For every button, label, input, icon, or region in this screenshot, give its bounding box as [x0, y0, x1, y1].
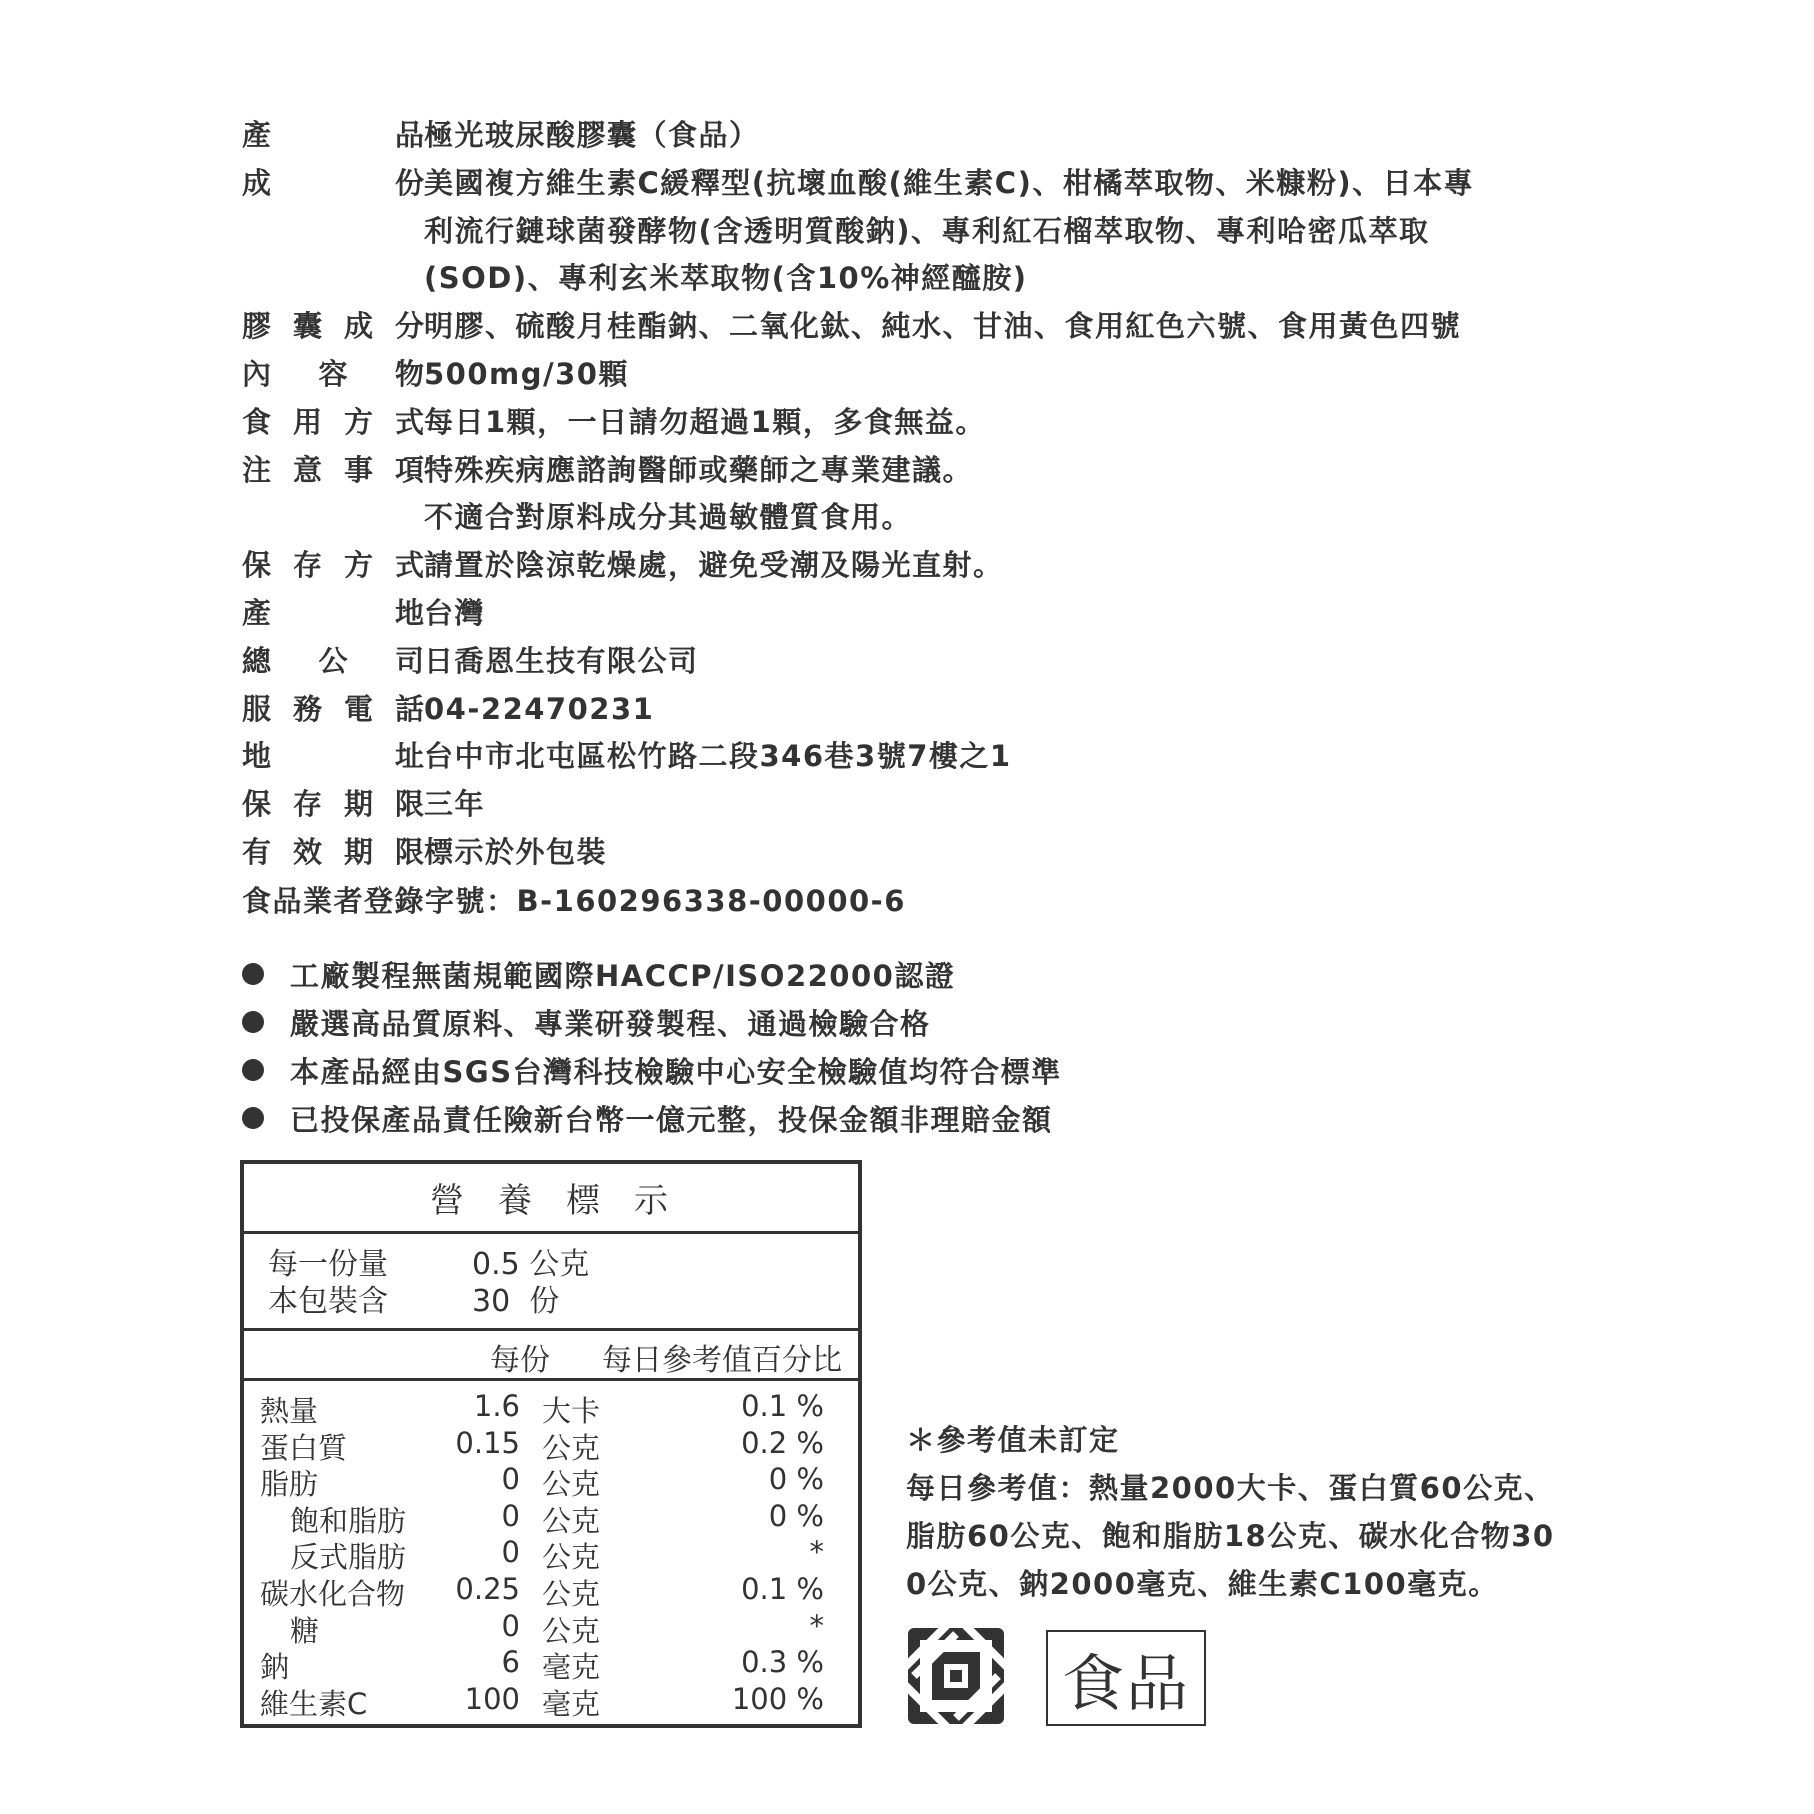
info-row-key-char: 意 [292, 452, 322, 487]
reference-note-block [906, 1416, 1606, 1608]
info-row-key [242, 590, 424, 638]
nutrition-row [244, 1462, 858, 1502]
nutrition-row [244, 1572, 858, 1609]
info-row-key-char: 事 [343, 452, 373, 487]
nutrient-unit: 公克 [542, 1467, 601, 1502]
info-row-value: 每日1顆，一日請勿超過1顆，多食無益。 [424, 404, 986, 439]
food-mark: 食品 [1046, 1630, 1206, 1726]
nutrient-name: 維生素C [260, 1686, 368, 1721]
daily-percent-header: 每日參考值百分比 [602, 1343, 842, 1378]
nutrient-unit: 公克 [542, 1576, 601, 1611]
nutrient-amount: 0 [501, 1608, 520, 1643]
nutrient-unit: 毫克 [542, 1686, 601, 1721]
info-row-key-char: 公 [318, 643, 348, 678]
info-row-key-char: 期 [343, 834, 373, 869]
info-row-key-char: 分 [394, 309, 424, 344]
info-row-key-char: 產 [242, 595, 272, 630]
feature-bullets [242, 950, 1062, 1142]
nutrient-name: 熱量 [260, 1394, 319, 1428]
info-row-key-char: 內 [242, 356, 272, 391]
info-row-key-char: 電 [343, 691, 373, 726]
feature-bullet-text: 工廠製程無菌規範國際HACCP/ISO22000認證 [290, 958, 956, 993]
info-row-key-char: 成 [343, 309, 373, 344]
nutrient-amount: 0.25 [455, 1571, 520, 1606]
serving-size-value: 0.5 公克 [472, 1247, 590, 1282]
info-row-key-char: 方 [343, 548, 373, 583]
info-row [242, 781, 1622, 829]
info-row-value: 三年 [424, 787, 486, 822]
nutrient-daily-percent: 0.3 % [741, 1645, 824, 1680]
info-row [242, 399, 1622, 447]
feature-bullet-text: 本產品經由SGS台灣科技檢驗中心安全檢驗值均符合標準 [290, 1054, 1062, 1089]
info-row [242, 638, 1622, 686]
reference-description: 每日參考值：熱量2000大卡、蛋白質60公克、 脂肪60公克、飽和脂肪18公克、碳水化合物30 0公克、鈉2000毫克、維生素C100毫克。 [906, 1471, 1555, 1601]
nutrient-unit: 公克 [542, 1503, 601, 1538]
nutrient-unit: 毫克 [542, 1650, 601, 1685]
feature-bullet [242, 998, 1062, 1046]
servings-value: 30 份 [472, 1284, 560, 1319]
info-row-value: 500mg/30顆 [424, 356, 629, 391]
info-row [242, 303, 1622, 351]
feature-bullet [242, 1094, 1062, 1142]
nutrient-name: 碳水化合物 [260, 1576, 406, 1611]
info-row-value: 標示於外包裝 [424, 834, 608, 869]
info-row-key [242, 447, 424, 495]
info-row-key-char: 限 [394, 834, 424, 869]
nutrition-row [244, 1645, 858, 1685]
nutrient-daily-percent: 0 % [768, 1498, 824, 1533]
info-row-key-char: 注 [242, 452, 272, 487]
nutrient-daily-percent: * [809, 1608, 824, 1643]
info-row-key-char: 保 [242, 787, 272, 822]
nutrition-title: 營養標示 [244, 1164, 858, 1234]
info-row-key-char: 產 [242, 118, 272, 152]
info-row-key-char: 有 [242, 834, 272, 869]
info-row-value: 特殊疾病應諮詢醫師或藥師之專業建議。 不適合對原料成分其過敏體質食用。 [424, 452, 974, 535]
info-row-key [242, 638, 424, 686]
info-row [242, 829, 1622, 877]
info-row [242, 733, 1622, 781]
info-row-key [242, 542, 424, 590]
nutrient-amount: 100 [464, 1681, 520, 1716]
nutrition-row [244, 1609, 858, 1646]
info-row-value: 請置於陰涼乾燥處，避免受潮及陽光直射。 [424, 548, 1004, 583]
servings-label: 本包裝含 [268, 1284, 388, 1319]
nutrient-unit: 大卡 [542, 1394, 601, 1428]
recycle-icon [904, 1624, 1008, 1728]
per-serving-header: 每份 [490, 1343, 550, 1378]
info-row [242, 590, 1622, 638]
feature-bullet-text: 已投保產品責任險新台幣一億元整，投保金額非理賠金額 [290, 1102, 1053, 1137]
bullet-dot-icon [242, 1011, 264, 1033]
registration-number: 食品業者登錄字號：B-160296338-00000-6 [242, 884, 906, 918]
info-row-key-char: 務 [292, 691, 322, 726]
info-row-value: 明膠、硫酸月桂酯鈉、二氧化鈦、純水、甘油、食用紅色六號、食用黃色四號 [424, 309, 1462, 344]
info-row-key-char: 物 [394, 356, 424, 391]
nutrient-name: 脂肪 [260, 1467, 319, 1502]
nutrient-amount: 0 [501, 1498, 520, 1533]
info-row-key-char: 話 [394, 691, 424, 726]
info-row-key [242, 733, 424, 781]
bullet-dot-icon [242, 1059, 264, 1081]
info-row [242, 160, 1622, 303]
info-row-key-char: 方 [343, 404, 373, 439]
info-row-value: 極光玻尿酸膠囊（食品） [424, 118, 760, 152]
info-row-key-char: 存 [292, 787, 322, 822]
feature-bullet-text: 嚴選高品質原料、專業研發製程、通過檢驗合格 [290, 1006, 931, 1041]
serving-size-label: 每一份量 [268, 1247, 388, 1282]
info-row-key-char: 式 [394, 404, 424, 439]
nutrient-daily-percent: 0.2 % [741, 1425, 824, 1460]
info-row-value: 日喬恩生技有限公司 [424, 643, 699, 678]
info-row-value: 台灣 [424, 595, 486, 630]
feature-bullet [242, 1046, 1062, 1094]
nutrient-name: 糖 [290, 1613, 320, 1648]
nutrient-daily-percent: 0.1 % [741, 1389, 824, 1423]
nutrition-column-header [244, 1331, 858, 1381]
info-row-key [242, 303, 424, 351]
info-row-key-char: 地 [242, 739, 272, 774]
info-row-key-char: 存 [292, 548, 322, 583]
nutrient-unit: 公克 [542, 1613, 601, 1648]
info-row-key [242, 399, 424, 447]
info-row [242, 112, 1622, 160]
nutrition-row [244, 1535, 858, 1575]
info-row-key-char: 容 [318, 356, 348, 391]
info-row-key-char: 份 [394, 165, 424, 200]
serving-info [244, 1234, 858, 1331]
info-row-key-char: 用 [292, 404, 322, 439]
nutrient-unit: 公克 [542, 1430, 601, 1465]
info-row [242, 542, 1622, 590]
nutrient-name: 蛋白質 [260, 1430, 348, 1465]
nutrient-daily-percent: * [809, 1535, 824, 1570]
info-row-key-char: 膠 [242, 309, 272, 344]
info-row [242, 686, 1622, 734]
nutrient-amount: 1.6 [473, 1389, 520, 1423]
nutrient-amount: 0.15 [455, 1425, 520, 1460]
info-row-key-char: 式 [394, 548, 424, 583]
info-row-key-char: 效 [292, 834, 322, 869]
bullet-dot-icon [242, 1107, 264, 1129]
nutrient-amount: 0 [501, 1462, 520, 1497]
info-row-key-char: 服 [242, 691, 272, 726]
nutrient-amount: 0 [501, 1535, 520, 1570]
info-row-key-char: 地 [394, 595, 424, 630]
info-row-key-char: 食 [242, 404, 272, 439]
bullet-dot-icon [242, 963, 264, 985]
info-row-key-char: 品 [394, 118, 424, 152]
info-row-value: 美國複方維生素C緩釋型(抗壞血酸(維生素C)、柑橘萃取物、米糠粉)、日本專 利流行鏈球菌發酵物(含透明質酸鈉)、專利紅石榴萃取物、專利哈密瓜萃取 (SOD)、專利玄米萃取物(含10%神經醯胺) [424, 165, 1475, 296]
nutrient-daily-percent: 100 % [731, 1681, 824, 1716]
nutrient-unit: 公克 [542, 1540, 601, 1575]
info-row-key [242, 351, 424, 399]
nutrient-amount: 6 [501, 1645, 520, 1680]
nutrient-name: 反式脂肪 [290, 1540, 407, 1575]
feature-bullet [242, 950, 1062, 998]
info-row-key [242, 112, 424, 160]
nutrient-daily-percent: 0.1 % [741, 1571, 824, 1606]
nutrition-row [244, 1426, 858, 1463]
info-row-key-char: 成 [242, 165, 272, 200]
nutrition-row [244, 1682, 858, 1719]
info-row-key-char: 址 [394, 739, 424, 774]
info-row-key [242, 781, 424, 829]
info-row-key-char: 期 [343, 787, 373, 822]
nutrition-rows [244, 1381, 858, 1721]
reference-note: ＊參考值未訂定 [906, 1423, 1120, 1457]
info-row-key-char: 限 [394, 787, 424, 822]
info-row-key [242, 160, 424, 208]
nutrient-name: 飽和脂肪 [290, 1503, 407, 1538]
info-row [242, 447, 1622, 543]
nutrient-daily-percent: 0 % [768, 1462, 824, 1497]
info-row-value: 04-22470231 [424, 691, 655, 726]
info-row-key-char: 總 [242, 643, 272, 678]
info-row-value: 台中市北屯區松竹路二段346巷3號7樓之1 [424, 739, 1012, 774]
info-row-key [242, 829, 424, 877]
info-row [242, 351, 1622, 399]
info-row-key-char: 司 [394, 643, 424, 678]
info-row-key [242, 686, 424, 734]
nutrition-row [244, 1389, 858, 1426]
nutrient-name: 鈉 [260, 1650, 290, 1685]
product-info-table [242, 112, 1622, 877]
nutrition-row [244, 1499, 858, 1536]
info-row-key-char: 項 [394, 452, 424, 487]
nutrition-facts-panel [240, 1160, 862, 1728]
info-row-key-char: 囊 [292, 309, 322, 344]
info-row-key-char: 保 [242, 548, 272, 583]
